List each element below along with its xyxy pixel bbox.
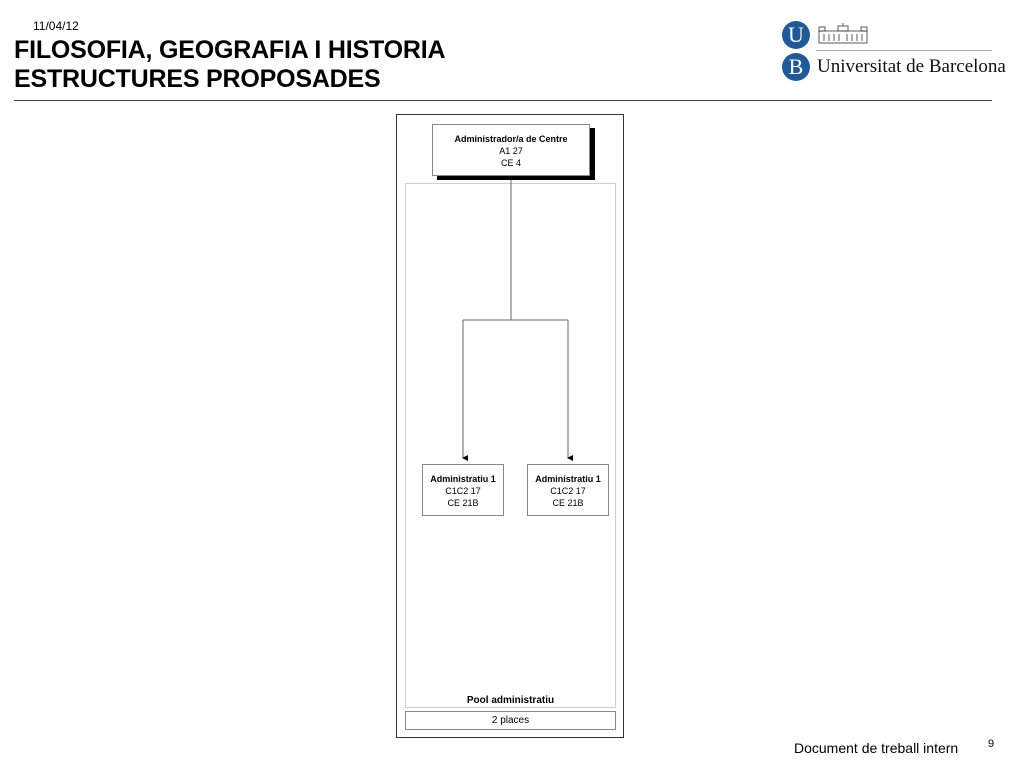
logo-wordmark: Universitat de Barcelona bbox=[817, 56, 1006, 77]
child-2-line-3: CE 21B bbox=[552, 498, 584, 508]
logo-b-badge: B bbox=[782, 53, 810, 81]
child-1-line-2: C1C2 17 bbox=[445, 486, 481, 496]
page-number: 9 bbox=[988, 738, 995, 750]
org-node-child-1[interactable] bbox=[422, 464, 504, 516]
child-1-line-3: CE 21B bbox=[447, 498, 479, 508]
head-line-3: CE 4 bbox=[500, 158, 521, 168]
places-count: 2 places bbox=[405, 711, 616, 730]
org-node-child-2[interactable] bbox=[527, 464, 609, 516]
pool-label: Pool administratiu bbox=[466, 695, 555, 706]
head-name: Administrador/a de Centre bbox=[454, 134, 568, 144]
footer-text: Document de treball intern bbox=[794, 740, 959, 756]
title-line-2: ESTRUCTURES PROPOSADES bbox=[14, 65, 381, 93]
org-node-head[interactable] bbox=[432, 124, 590, 176]
child-2-line-2: C1C2 17 bbox=[550, 486, 586, 496]
head-line-2: A1 27 bbox=[499, 146, 523, 156]
slide-date: 11/04/12 bbox=[33, 19, 79, 33]
logo-u-badge: U bbox=[782, 21, 810, 49]
child-1-name: Administratiu 1 bbox=[430, 474, 496, 484]
child-2-name: Administratiu 1 bbox=[535, 474, 601, 484]
title-line-1: FILOSOFIA, GEOGRAFIA I HISTORIA bbox=[14, 36, 446, 64]
